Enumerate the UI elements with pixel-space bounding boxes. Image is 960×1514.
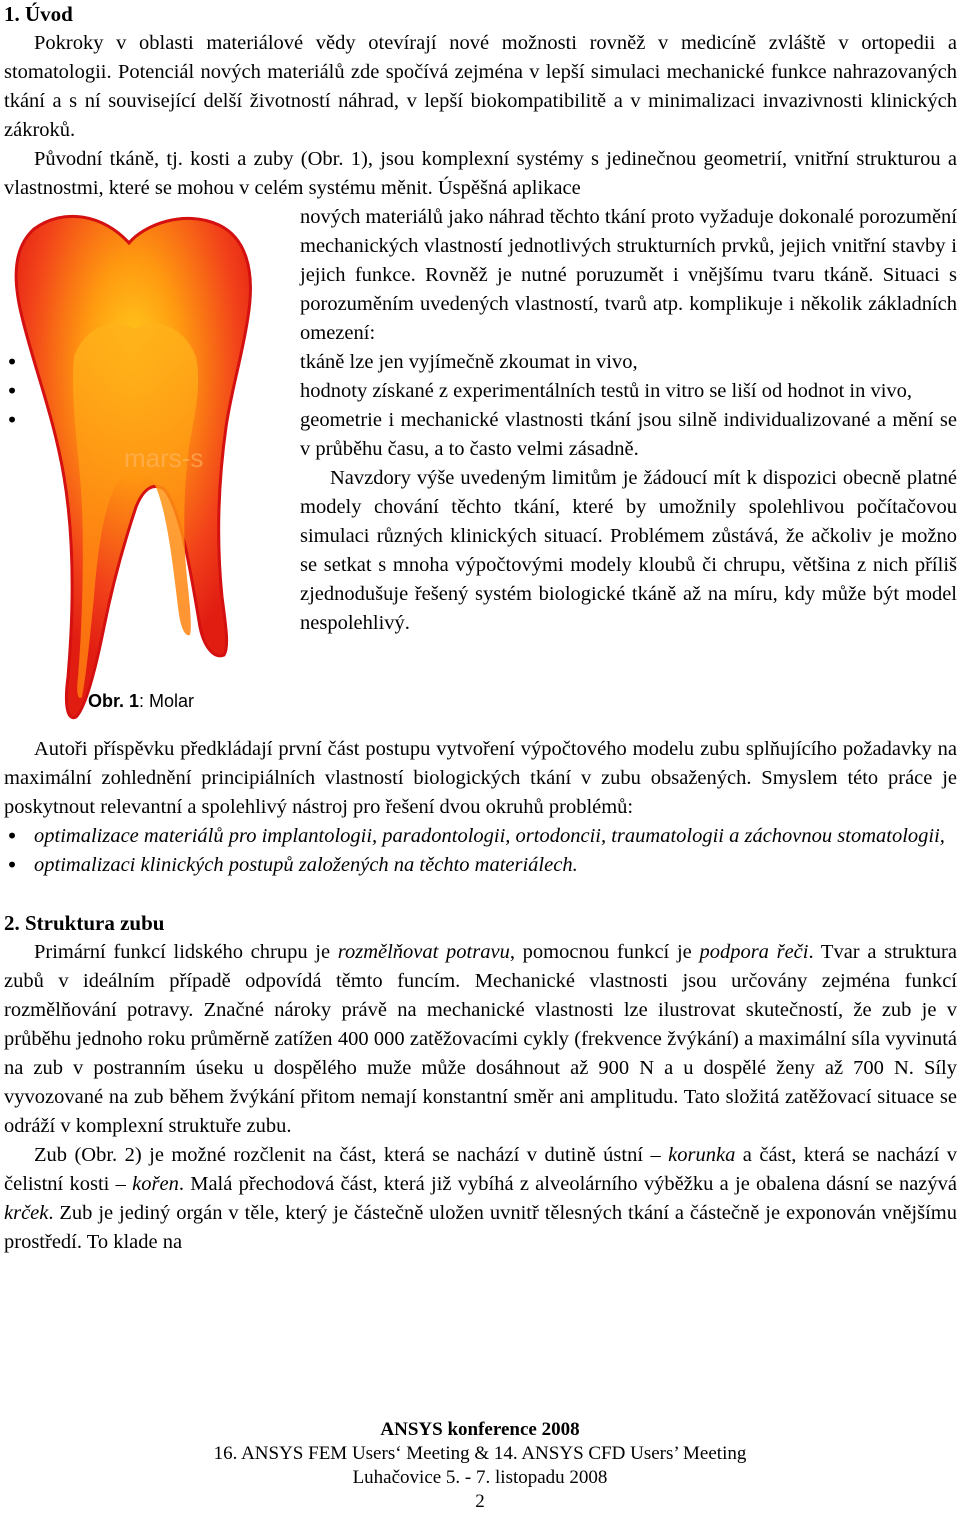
section-2-heading: 2. Struktura zubu [4, 911, 165, 935]
text-run: a část, která se nachází v čelistní kosti – [4, 1144, 957, 1195]
section-1-paragraph-3: Navzdory výše uvedeným limitům je žádoucí mít k dispozici obecně platné modely chování těchto tkání, které by umožnily spolehlivou počítačovou simulaci různých klinických situací. Problémem zůstává, že ačkoliv je možno se setkat s mnoha výpočtovými modely kloubů či chrupu, většina z nich příliš zjednodušuje řešený systém biologické tkáně až na míru, kdy může být model nespolehlivý. [300, 467, 957, 634]
footer-place: Luhačovice 5. - 7. listopadu 2008 [352, 1467, 608, 1488]
section-2-paragraph-1 [4, 938, 957, 1141]
section-1-paragraph-2 [4, 145, 957, 203]
section-spacer [4, 880, 957, 909]
page-number: 2 [475, 1491, 485, 1512]
goals-list [4, 822, 957, 880]
paragraph-2-continued: nových materiálů jako náhrad těchto tkání proto vyžaduje dokonalé porozumění mechanických vlastností jednotlivých strukturních prvků, jejich vnitřní stavby i jejich funkce. Rovněž je nutné poruzumět i vnějšímu tvaru tkáně. Situaci s porozuměním uvedených vlastností, tvarů atp. komplikuje i několik základních omezení: [300, 206, 957, 344]
goal-text: optimalizace materiálů pro implantologii, paradontologii, ortodoncii, traumatologii a záchovnou stomatologii, [34, 825, 945, 847]
paragraph-2-line-1: Původní tkáně, tj. kosti a zuby (Obr. 1), jsou komplexní systémy s jedinečnou geometrií, vnitřní strukturou a vlastnostmi, které se mohou v celém systému měnit. Úspěšná aplikace [4, 148, 957, 199]
section-1-paragraph-4: Autoři příspěvku předkládají první část postupu vytvoření výpočtového modelu zubu splňujícího požadavky na maximální zohlednění principiálních vlastností biologických tkání v zubu obsažených. Smyslem této práce je poskytnout relevantní a spolehlivý nástroj pro řešení dvou okruhů problémů: [4, 738, 957, 818]
text-run: . Tvar a struktura zubů v ideálním případě odpovídá těmto funcím. Mechanické vlastnosti jsou určovány zejména funkcí rozmělňování potravy. Značné nároky právě na mechanické vlastnosti lze ilustrovat skutečností, že zub je v průběhu jednoho roku průměrně zatížen 400 000 zatěžovacími cykly (frekvence žvýkání) a maximální síla vyvinutá na zub v postranním úseku u dospělého muže může dosáhnout až 900 N a u dospělé ženy až 700 N. Síly vyvozované na zub během žvýkání přitom nemají konstantní směr ani amplitudu. Tato složitá zatěžovací situace se odráží v komplexní struktuře zubu. [4, 941, 957, 1137]
goal-text: optimalizaci klinických postupů založených na těchto materiálech. [34, 854, 578, 876]
text-run: . Malá přechodová část, která již vybíhá z alveolárního výběžku a je obalena dásní se nazývá [178, 1173, 957, 1195]
limits-list [4, 348, 957, 464]
emphasis-run: korunka [668, 1144, 736, 1166]
text-run: , pomocnou funkcí je [509, 941, 700, 963]
emphasis-run: kořen [132, 1173, 179, 1195]
section-1-heading: 1. Úvod [4, 2, 73, 26]
text-run: Zub (Obr. 2) je možné rozčlenit na část, která se nachází v dutině ústní – [34, 1144, 669, 1166]
figure-molar [4, 207, 300, 735]
limit-item: • tkáně lze jen vyjímečně zkoumat in vivo, [4, 348, 957, 377]
caption-text: : Molar [139, 691, 195, 711]
goal-item [4, 851, 957, 880]
footer-meeting: 16. ANSYS FEM Users‘ Meeting & 14. ANSYS CFD Users’ Meeting [213, 1443, 747, 1464]
goal-item [4, 822, 957, 851]
emphasis-run: krček [4, 1202, 49, 1224]
emphasis-run: rozmělňovat potravu [337, 941, 510, 963]
emphasis-run: podpora řeči [699, 941, 809, 963]
molar-image [4, 207, 300, 735]
section-1-paragraph-1: Pokroky v oblasti materiálové vědy otevírají nové možnosti rovněž v medicíně zvláště v ortopedii a stomatologii. Potenciál nových materiálů zde spočívá zejména v lepší simulaci mechanické funkce nahrazovaných tkání a s ní související delší životností náhrad, v lepší biokompatibilitě a v minimalizaci invazivnosti klinických zákroků. [4, 32, 957, 141]
caption-label: Obr. 1 [88, 691, 140, 711]
footer-conference: ANSYS konference 2008 [380, 1419, 580, 1440]
section-2-paragraph-2 [4, 1141, 957, 1257]
limit-item: • hodnoty získané z experimentálních testů in vitro se liší od hodnot in vivo, [4, 377, 957, 406]
page-footer [0, 1418, 960, 1514]
text-run: . Zub je jediný orgán v těle, který je částečně uložen uvnitř tělesných tkání a částečně je exponován vnějšímu prostředí. To klade na [4, 1202, 957, 1253]
limit-item: • geometrie i mechanické vlastnosti tkání jsou silně individualizované a mění se v průběhu času, a to často velmi zásadně. [4, 406, 957, 464]
document-page [4, 0, 957, 1257]
figure-caption [88, 687, 194, 716]
section-1-paragraph-2-block [4, 145, 957, 711]
text-run: Primární funkcí lidského chrupu je [34, 941, 338, 963]
watermark: mars-s [124, 443, 204, 473]
